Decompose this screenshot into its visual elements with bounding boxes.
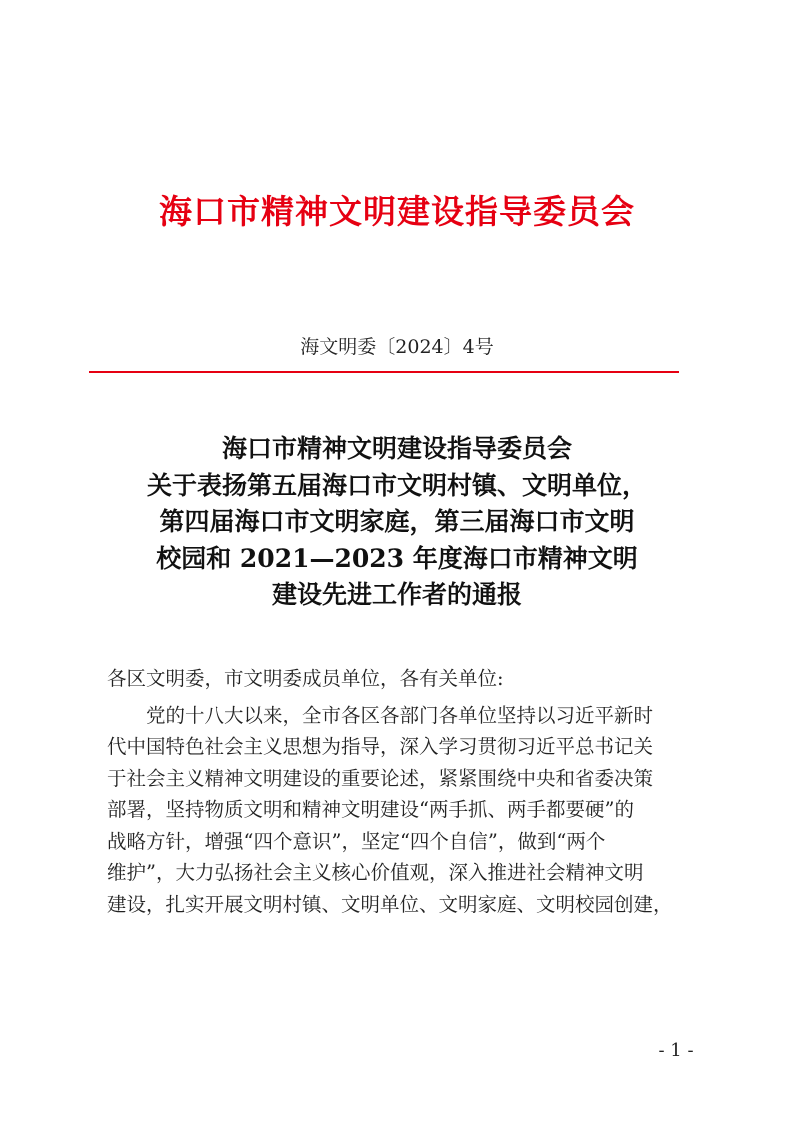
- document-title: [60, 431, 734, 614]
- paragraph-line: 战略方针，增强“四个意识”，坚定“四个自信”，做到“两个: [107, 829, 606, 853]
- title-line: 第四届海口市文明家庭，第三届海口市文明: [159, 507, 635, 536]
- body-paragraph: [107, 700, 697, 921]
- paragraph-line: 维护”，大力弘扬社会主义核心价值观，深入推进社会精神文明: [107, 861, 644, 884]
- title-line: 关于表扬第五届海口市文明村镇、文明单位，: [146, 470, 647, 500]
- red-divider-line: [89, 371, 679, 373]
- issuing-org-header: 海口市精神文明建设指导委员会: [159, 192, 635, 231]
- title-line: 海口市精神文明建设指导委员会: [221, 434, 572, 463]
- page-number: - 1 -: [658, 1040, 694, 1061]
- paragraph-line: 代中国特色社会主义思想为指导，深入学习贯彻习近平总书记关: [107, 735, 654, 758]
- paragraph-line: 建设，扎实开展文明村镇、文明单位、文明家庭、文明校园创建，: [107, 892, 673, 916]
- title-line: 校园和 2021—2023 年度海口市精神文明: [156, 543, 638, 573]
- paragraph-line: 于社会主义精神文明建设的重要论述，紧紧围绕中央和省委决策: [107, 766, 654, 790]
- paragraph-line: 部署，坚持物质文明和精神文明建设“两手抓、两手都要硬”的: [107, 798, 634, 821]
- document-number: 海文明委〔2024〕4号: [300, 336, 494, 358]
- title-line: 建设先进工作者的通报: [271, 580, 522, 609]
- document-body: [107, 663, 697, 920]
- salutation: 各区文明委，市文明委成员单位，各有关单位:: [107, 667, 504, 690]
- paragraph-line: 党的十八大以来，全市各区各部门各单位坚持以习近平新时: [107, 703, 654, 727]
